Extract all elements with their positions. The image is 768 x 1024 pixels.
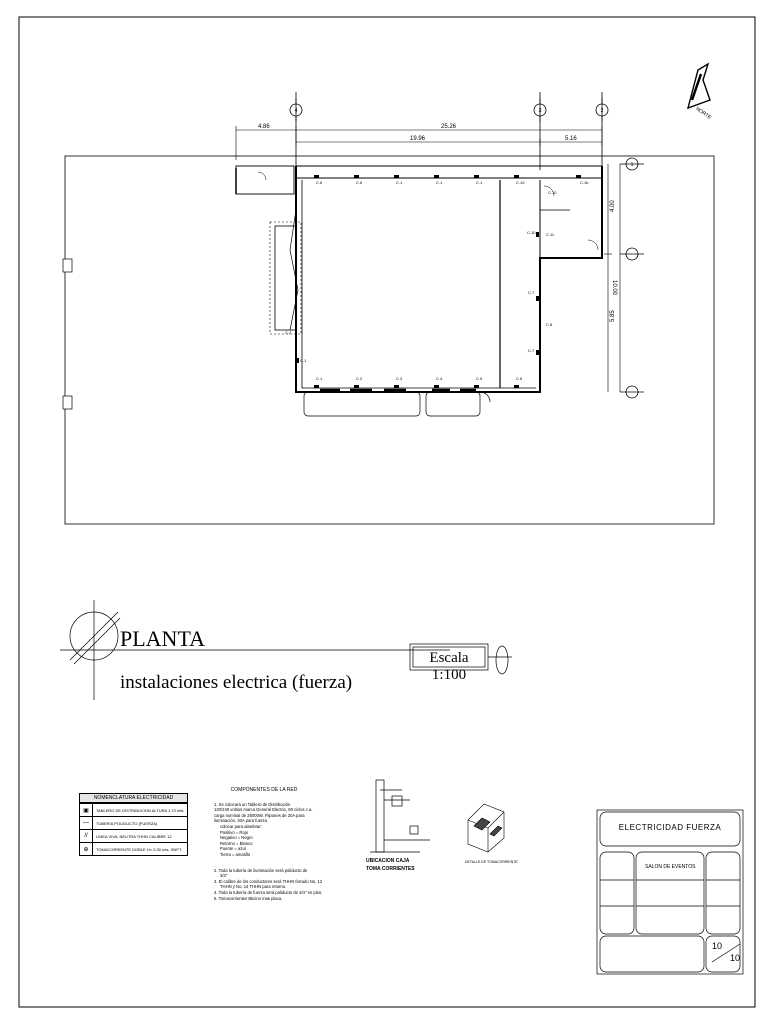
dimension-lines-right: [604, 164, 620, 392]
dim-top-left: 4.86: [258, 124, 270, 130]
notes-title: COMPONENTES DE LA RED: [230, 787, 298, 793]
note-line: Puente = azul: [220, 846, 246, 852]
legend-row: [80, 803, 187, 816]
conduit-icon: —: [80, 817, 93, 829]
circuit-label: C.6: [356, 180, 363, 185]
note-line: 3. El calibre de los conductores será THHN forrado No. 12: [214, 878, 323, 884]
detail-caption: UBICACION CAJA: [366, 858, 410, 864]
circuit-label: C.11: [546, 232, 555, 237]
note-line: Positivo = Rojo: [220, 829, 249, 835]
north-arrow-icon: [688, 64, 710, 108]
note-line: THHN y No. 14 THHN para retorno.: [220, 884, 287, 890]
circuit-label: C.7: [528, 290, 535, 295]
site-boundary: [65, 156, 714, 524]
circuit-label: C.1: [300, 358, 307, 363]
note-line: Retorno = Blanco: [220, 840, 253, 846]
circuit-label: C.1: [396, 180, 403, 185]
panel-board-icon: ▣: [80, 804, 93, 816]
dim-top-total: 25.26: [441, 124, 457, 130]
bottom-windows: [304, 390, 490, 416]
circuit-label: C.1: [476, 180, 483, 185]
note-line: Tierra = amarillo: [220, 851, 251, 857]
grid-axis-label: 3: [538, 108, 542, 114]
detail-caption: TOMA CORRIENTES: [366, 866, 415, 872]
grid-axis-label: 4: [294, 108, 298, 114]
legend-text: LINEA VIVA, NEUTRA THHN CALIBRE 12: [96, 833, 172, 839]
outlet-box-detail: [370, 780, 430, 852]
note-line: 120/240 voltios marca General Electric, 60 ciclos c.a.: [214, 807, 313, 813]
note-line: colocar para alambrar:: [220, 823, 262, 829]
legend-text: TABLERO DE DISTRIBUCION ALTURA 1.70 mts.: [96, 807, 185, 813]
circuit-label: C.10: [527, 230, 536, 235]
wire-icon: //: [80, 830, 93, 842]
grid-axis-markers: [290, 92, 644, 398]
note-line: iluminación, 30A para fuerza.: [214, 818, 269, 824]
circuit-label: C.1: [316, 376, 323, 381]
note-line: Negativo = Negro: [220, 835, 253, 841]
circuit-label: C.6: [316, 180, 323, 185]
dim-right-upper: 4.00: [610, 200, 616, 212]
title-block-sheet-total: 10: [730, 953, 741, 963]
circuit-label: C.2: [285, 330, 292, 335]
circuit-label: C.7: [528, 348, 535, 353]
outlet-symbols: [296, 175, 581, 388]
network-notes: [214, 788, 324, 901]
legend-title: NOMENCLATURA ELECTRICIDAD: [80, 794, 187, 803]
north-label: NORTE: [694, 106, 713, 121]
legend-row: [80, 842, 187, 855]
dimension-lines-top: [236, 126, 602, 160]
legend-text: TOMACORRIENTE DOBLE H= 0.30 mts. SNPT.: [96, 846, 183, 852]
circuit-label: C.1b: [580, 180, 589, 185]
circuit-label: C.4: [436, 376, 443, 381]
legend-table: [79, 793, 188, 856]
legend-text: TUBERIA POLIDUCTO (FUERZA): [96, 820, 158, 826]
note-line: 2. Toda la tubería de iluminación será poliducto de: [214, 867, 308, 873]
dim-top-mid: 19.96: [410, 136, 426, 142]
circuit-label: C.1: [436, 180, 443, 185]
plan-subtitle: instalaciones electrica (fuerza): [120, 672, 353, 693]
title-block-project: SALON DE EVENTOS: [645, 864, 696, 870]
note-line: 1. Se colocará un Tablero de Distribución: [214, 801, 291, 807]
circuit-label: C.5: [476, 376, 483, 381]
note-line: 4. Toda la tubería de fuerza será poliducto de 3/4" en piso.: [214, 889, 323, 895]
grid-axis-label: 2: [600, 108, 604, 114]
outlet-icon: ⊕: [80, 843, 93, 855]
circuit-label: C.8: [546, 322, 553, 327]
note-line: carga nominal de 26000W. Flipones de 20A para: [214, 812, 305, 818]
outlet-3d-detail: [468, 804, 504, 852]
building-walls: [236, 166, 602, 392]
grid-axis-label: 1: [630, 162, 634, 168]
dim-top-right: 5.16: [565, 136, 577, 142]
title-block-sheet-number: 10: [712, 941, 723, 951]
plan-scale: Escala 1:100: [429, 650, 469, 683]
circuit-label: C.10: [516, 180, 525, 185]
note-line: 5. Tomacorrientes Bticino mas placa.: [214, 895, 283, 901]
title-block-title: ELECTRICIDAD FUERZA: [618, 823, 722, 832]
dim-right-total: 10.00: [611, 280, 617, 296]
circuit-label: C.2: [356, 376, 363, 381]
circuit-label: C.6: [516, 376, 523, 381]
note-line: 3/4": [220, 873, 228, 879]
legend-row: [80, 816, 187, 829]
circuit-label: C.10: [548, 190, 557, 195]
circuit-label: C.3: [396, 376, 403, 381]
dim-right-lower: 5.85: [610, 310, 616, 322]
plan-title: PLANTA: [120, 626, 206, 651]
legend-row: [80, 829, 187, 842]
detail-caption: DETALLE DE TOMACORRIENTE: [465, 860, 518, 864]
